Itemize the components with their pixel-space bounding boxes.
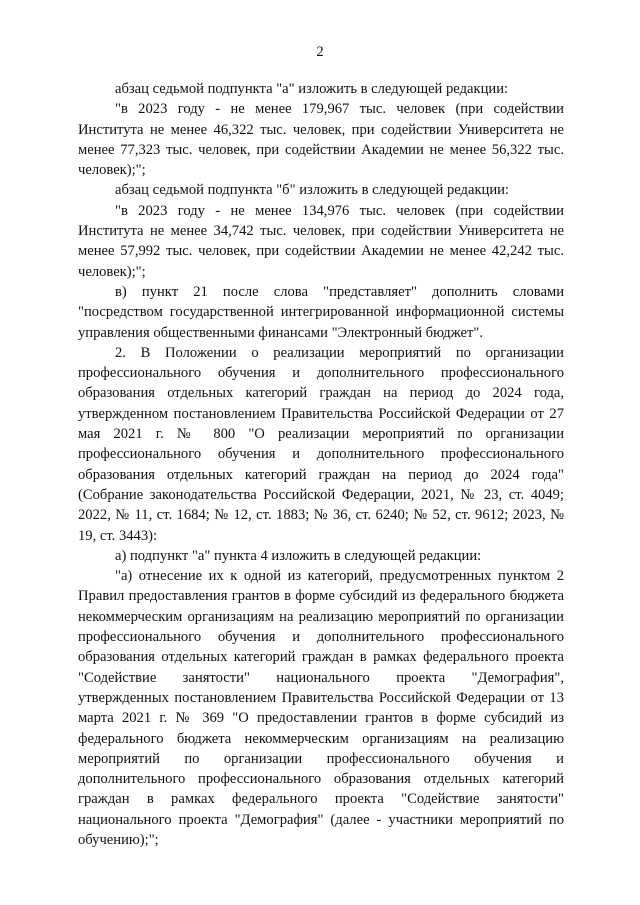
paragraph-amendment-b-intro: абзац седьмой подпункта "б" изложить в следующей редакции:	[115, 182, 510, 199]
paragraph-point-21: в) пункт 21 после слова "представляет" дополнить словами "посредством государственной интегрированной информационной системы управления общественными финансами "Электронный бюджет".	[78, 283, 564, 341]
paragraph-section-2: 2. В Положении о реализации мероприятий по организации профессионального обучения и дополнительного профессионального образования отдельных категорий граждан на период до 2024 года, утвержденном постановлением Правительства Российской Федерации от 27 мая 2021 г. № 800 "О реализации мероприятий по организации профессионального обучения и дополнительного профессионального образования отдельных категорий граждан на период до 2024 года" (Собрание законодательства Российской Федерации, 2021, № 23, ст. 4049; 2022, № 11, ст. 1684; № 12, ст. 1883; № 36, ст. 6240; № 52, ст. 9612; 2023, № 19, ст. 3443):	[78, 344, 564, 544]
page-number: 2	[316, 44, 324, 60]
paragraph-amendment-a-text: "в 2023 году - не менее 179,967 тыс. человек (при содействии Института не менее 46,322 тыс. человек, при содействии Университета не менее 77,323 тыс. человек, при содействии Академии не менее 56,322 тыс. человек);";	[78, 101, 564, 179]
paragraph-amendment-b-text: "в 2023 году - не менее 134,976 тыс. человек (при содействии Института не менее 34,742 тыс. человек, при содействии Университета не менее 57,992 тыс. человек, при содействии Академии не менее 42,242 тыс. человек);";	[78, 202, 564, 280]
paragraph-subpoint-a-text: "а) отнесение их к одной из категорий, предусмотренных пунктом 2 Правил предоставления грантов в форме субсидий из федерального бюджета некоммерческим организациям на реализацию мероприятий по организации профессионального обучения и дополнительного профессионального образования отдельных категорий граждан в рамках федерального проекта "Содействие занятости" национального проекта "Демография", утвержденных постановлением Правительства Российской Федерации от 13 марта 2021 г. № 369 "О предоставлении грантов в форме субсидий из федерального бюджета некоммерческим организациям на реализацию мероприятий по организации профессионального обучения и дополнительного профессионального образования отдельных категорий граждан в рамках федерального проекта "Содействие занятости" национального проекта "Демография" (далее - участники мероприятий по обучению);";	[78, 568, 564, 848]
document-body	[78, 79, 564, 850]
paragraph-amendment-a-intro: абзац седьмой подпункта "а" изложить в следующей редакции:	[115, 81, 509, 97]
paragraph-subpoint-a-intro: а) подпункт "а" пункта 4 изложить в следующей редакции:	[115, 547, 482, 564]
